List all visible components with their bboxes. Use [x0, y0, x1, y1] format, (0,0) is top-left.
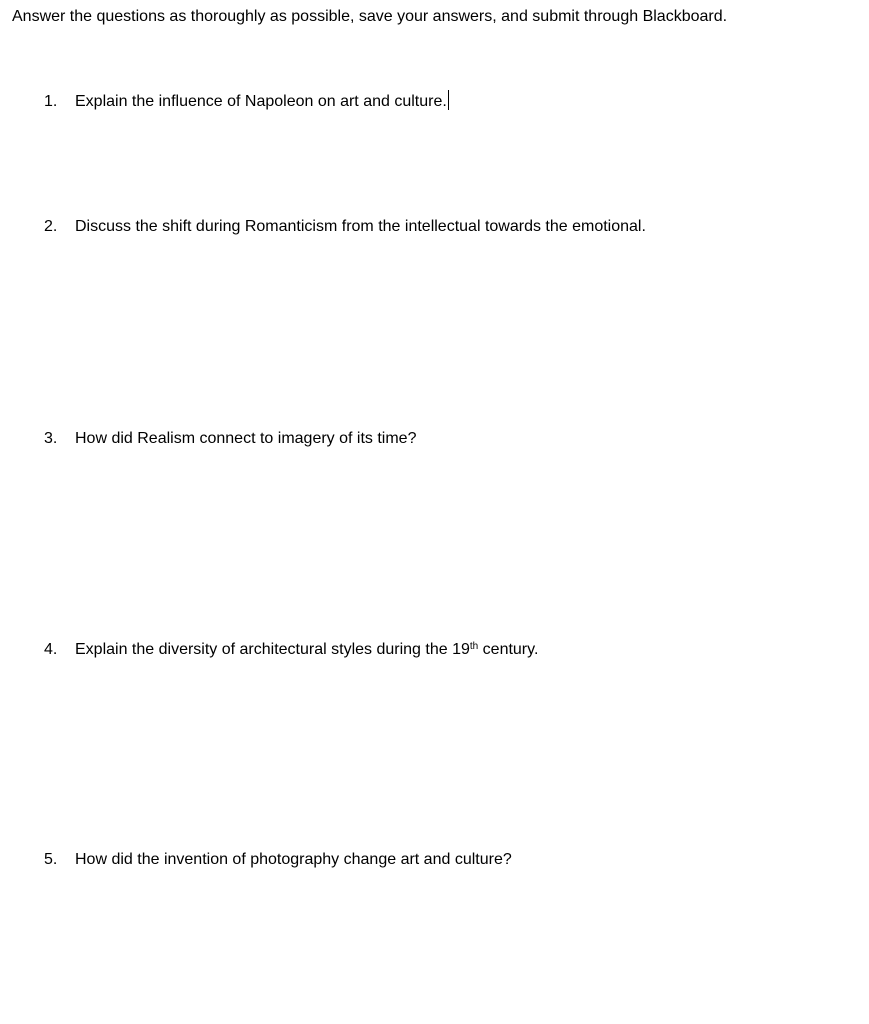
question-text: How did the invention of photography change art and culture? — [75, 851, 512, 868]
question-number: 4. — [44, 641, 58, 658]
question-number: 1. — [44, 93, 58, 110]
question-number: 2. — [44, 218, 58, 235]
instructions-text: Answer the questions as thoroughly as possible, save your answers, and submit through Blackboard. — [12, 8, 728, 25]
question-text: How did Realism connect to imagery of its time? — [75, 430, 417, 447]
question-text: Discuss the shift during Romanticism from the intellectual towards the emotional. — [75, 218, 646, 235]
question-number: 3. — [44, 430, 58, 447]
ordinal-superscript: th — [469, 641, 479, 652]
question-text: Explain the influence of Napoleon on art and culture. — [75, 93, 447, 110]
question-number: 5. — [44, 851, 58, 868]
question-2[interactable] — [44, 216, 646, 238]
question-text — [75, 641, 538, 658]
text-cursor — [448, 90, 449, 110]
question-3[interactable] — [44, 428, 416, 450]
question-text-before: Explain the diversity of architectural styles during the 19 — [75, 641, 470, 658]
question-5[interactable] — [44, 849, 512, 871]
question-4[interactable] — [44, 639, 538, 661]
question-1[interactable] — [44, 90, 449, 113]
question-text-after: century. — [478, 641, 539, 658]
